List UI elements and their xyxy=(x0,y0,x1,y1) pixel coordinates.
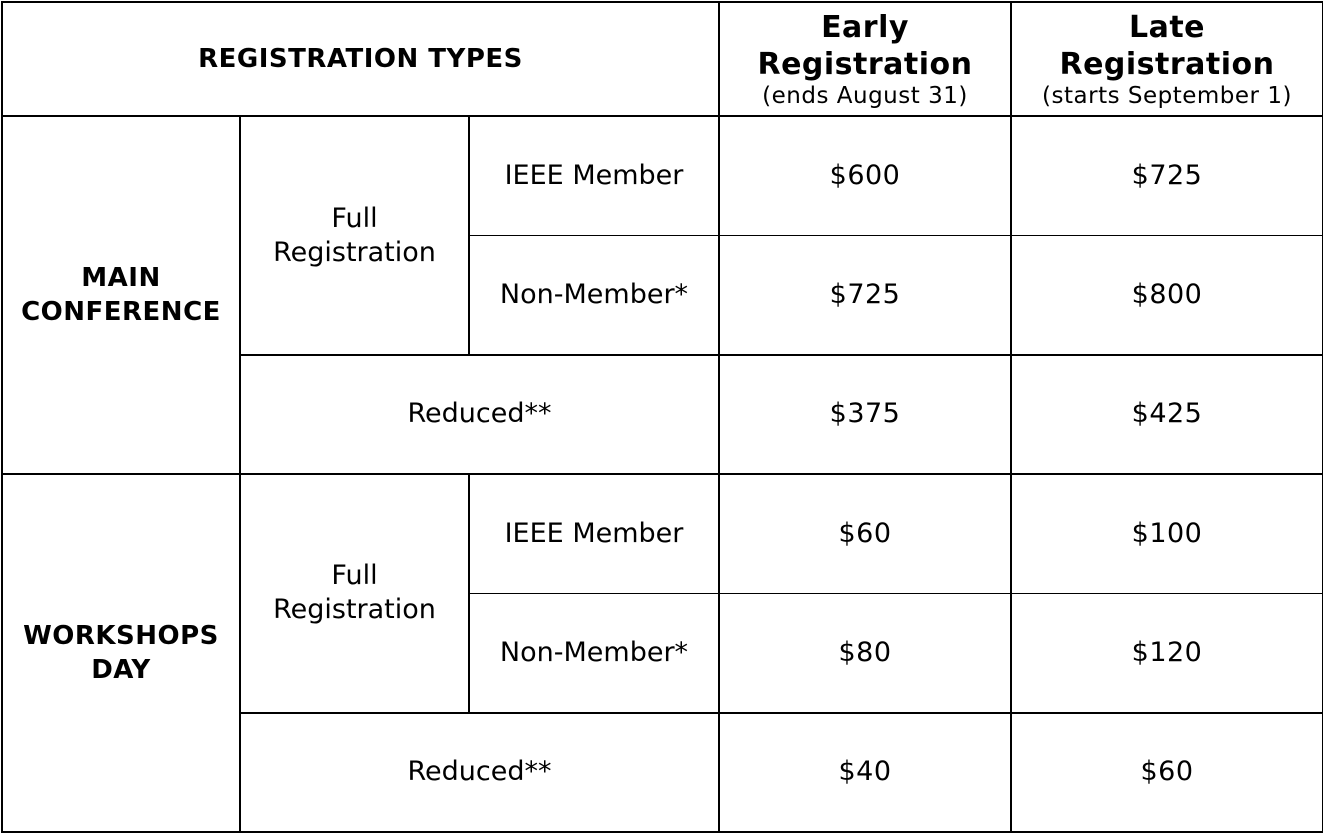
main-conference-label xyxy=(2,116,240,474)
early-price-cell: $80 xyxy=(719,593,1011,712)
member-type-cell: IEEE Member xyxy=(469,474,719,593)
full-label-line2: Registration xyxy=(273,594,436,626)
early-registration-header xyxy=(719,2,1011,116)
header-row xyxy=(2,2,1323,116)
reduced-type-cell: Reduced** xyxy=(240,355,719,474)
reduced-type-cell: Reduced** xyxy=(240,713,719,832)
late-price-cell: $100 xyxy=(1011,474,1323,593)
early-price-cell: $60 xyxy=(719,474,1011,593)
table-row xyxy=(2,474,1323,593)
section-label-line1: WORKSHOPS xyxy=(23,621,219,652)
member-type-cell: Non-Member* xyxy=(469,236,719,355)
early-title-line2: Registration xyxy=(757,47,973,83)
late-price-cell: $60 xyxy=(1011,713,1323,832)
late-price-cell: $120 xyxy=(1011,593,1323,712)
full-label-line1: Full xyxy=(331,560,378,592)
early-deadline-note: (ends August 31) xyxy=(762,83,968,110)
late-start-note: (starts September 1) xyxy=(1042,83,1292,110)
late-price-cell: $800 xyxy=(1011,236,1323,355)
early-price-cell: $600 xyxy=(719,116,1011,235)
early-title-line1: Early xyxy=(821,10,909,46)
member-type-cell: IEEE Member xyxy=(469,116,719,235)
full-registration-label xyxy=(240,116,469,355)
section-label-line2: DAY xyxy=(91,655,151,686)
section-label-line1: MAIN xyxy=(81,263,161,294)
late-title-line1: Late xyxy=(1128,10,1206,46)
table-row xyxy=(2,116,1323,235)
registration-fees-table xyxy=(1,1,1323,833)
workshops-day-label xyxy=(2,474,240,832)
full-label-line2: Registration xyxy=(273,236,436,268)
early-price-cell: $40 xyxy=(719,713,1011,832)
full-registration-label xyxy=(240,474,469,713)
member-type-cell: Non-Member* xyxy=(469,593,719,712)
registration-types-header xyxy=(2,2,719,116)
late-price-cell: $425 xyxy=(1011,355,1323,474)
full-label-line1: Full xyxy=(331,202,378,234)
early-price-cell: $375 xyxy=(719,355,1011,474)
early-price-cell: $725 xyxy=(719,236,1011,355)
late-title-line2: Registration xyxy=(1059,47,1275,83)
section-label-line2: CONFERENCE xyxy=(21,297,221,328)
late-registration-header xyxy=(1011,2,1323,116)
registration-types-label: REGISTRATION TYPES xyxy=(198,44,523,75)
late-price-cell: $725 xyxy=(1011,116,1323,235)
